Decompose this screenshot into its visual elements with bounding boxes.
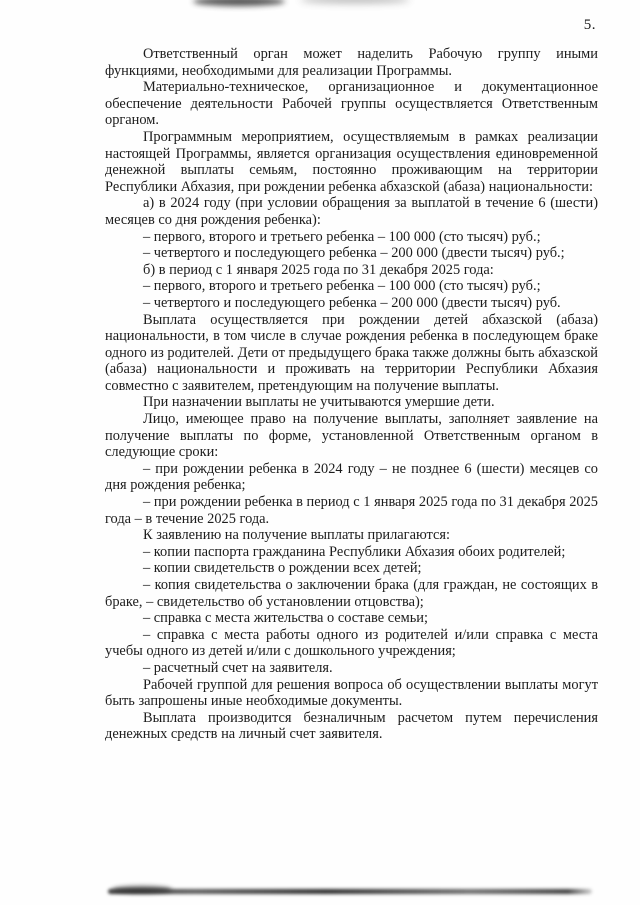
scan-artifact-bottom (108, 889, 592, 894)
paragraph: Материально-техническое, организационное и документационное обеспечение деятельности Рабочей группы осуществляется Ответственным органом. (105, 79, 598, 129)
paragraph: Рабочей группой для решения вопроса об осуществлении выплаты могут быть запрошены иные необходимые документы. (105, 676, 598, 710)
paragraph: При назначении выплаты не учитываются умершие дети. (143, 394, 495, 411)
paragraph: – при рождении ребенка в 2024 году – не позднее 6 (шести) месяцев со дня рождения ребенка; (105, 460, 598, 494)
paragraph: – справка с места работы одного из родителей и/или справка с места учебы одного из детей и/или с дошкольного учреждения; (105, 626, 598, 660)
paragraph: а) в 2024 году (при условии обращения за выплатой в течение 6 (шести) месяцев со дня рождения ребенка): (105, 195, 598, 228)
paragraph: Выплата осуществляется при рождении детей абхазской (абаза) национальности, в том числе в случае рождения ребенка в последующем браке одного из родителей. Дети от предыдущего брака также должны быть абхазской (абаза) национальности и проживать на территории Республики Абхазия совместно с заявителем, претендующим на получение выплаты. (105, 311, 598, 394)
paragraph: Ответственный орган может наделить Рабочую группу иными функциями, необходимыми для реализации Программы. (105, 46, 598, 79)
paragraph: Лицо, имеющее право на получение выплаты, заполняет заявление на получение выплаты по форме, установленной Ответственным органом в следующие сроки: (105, 411, 598, 461)
paragraph: – расчетный счет на заявителя. (143, 659, 333, 676)
scan-artifact-top-faint (300, 0, 410, 3)
page-number: 5. (583, 17, 596, 33)
paragraph: – копии паспорта гражданина Республики Абхазия обоих родителей; (143, 543, 566, 560)
paragraph: – справка с места жительства о составе семьи; (143, 610, 429, 627)
scan-artifact-bottom-blob (112, 886, 172, 893)
paragraph: – четвертого и последующего ребенка – 200 000 (двести тысяч) руб. (143, 294, 561, 311)
paragraph: – копии свидетельств о рождении всех детей; (143, 560, 422, 577)
document-body (105, 46, 598, 743)
paragraph: К заявлению на получение выплаты прилагаются: (143, 527, 450, 544)
paragraph: – копия свидетельства о заключении брака (для граждан, не состоящих в браке, – свидетельство об установлении отцовства); (105, 577, 598, 610)
paragraph: – четвертого и последующего ребенка – 200 000 (двести тысяч) руб.; (143, 245, 565, 262)
paragraph: Программным мероприятием, осуществляемым в рамках реализации настоящей Программы, является организация осуществления единовременной денежной выплаты семьям, постоянно проживающим на территории Республики Абхазия, при рождении ребенка абхазской (абаза) национальности: (105, 128, 598, 195)
paragraph: Выплата производится безналичным расчетом путем перечисления денежных средств на личный счет заявителя. (105, 709, 598, 743)
paragraph: б) в период с 1 января 2025 года по 31 декабря 2025 года: (143, 261, 494, 278)
paragraph: – при рождении ребенка в период с 1 января 2025 года по 31 декабря 2025 года – в течение 2025 года. (105, 494, 598, 527)
paragraph: – первого, второго и третьего ребенка – 100 000 (сто тысяч) руб.; (143, 228, 541, 245)
paragraph: – первого, второго и третьего ребенка – 100 000 (сто тысяч) руб.; (143, 278, 541, 295)
scan-artifact-top (193, 0, 285, 6)
